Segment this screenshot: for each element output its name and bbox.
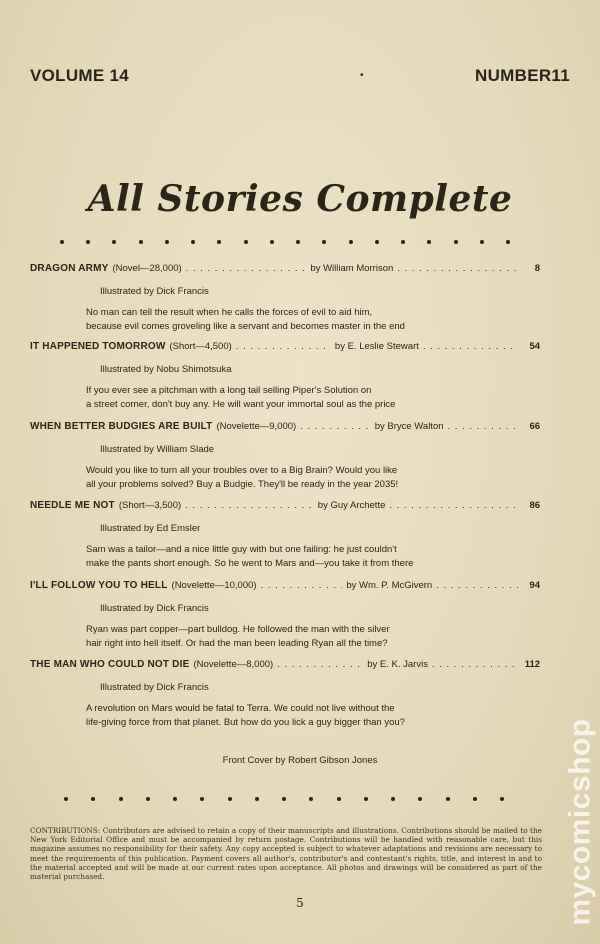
story-page: 94 [529, 580, 540, 591]
contributions-notice: CONTRIBUTIONS: Contributors are advised to retain a copy of their manuscripts and illustrations. Contributions should be mailed to the New York Editorial Office and must be accompanied by return postage. Contributions will be handled with reasonable care, but this magazine assumes no responsibility for their safety. Any copy accepted is subject to whatever adaptations and revisions are necessary to meet the requirements of this publication. Payment covers all author's, contributor's and contestant's rights, title, and interest in and to the material accepted and will be made at our current rates upon acceptance. All photos and drawings will be considered as part of the material purchased. [30, 826, 542, 882]
story-author: by E. Leslie Stewart [334, 341, 419, 352]
page-number: 5 [296, 896, 304, 910]
dot-leader [261, 580, 343, 591]
volume-label: VOLUME 14 [30, 66, 130, 85]
description-line: hair right into hell itself. Or had the man been leading Ryan all the time? [86, 638, 388, 649]
dot-divider-bottom [64, 797, 504, 801]
story-type: (Novel—28,000) [112, 263, 182, 274]
story-title: WHEN BETTER BUDGIES ARE BUILT [30, 421, 213, 432]
description-line: all your problems solved? Buy a Budgie. They'll be ready in the year 2035! [86, 479, 399, 490]
dot-leader [448, 421, 519, 432]
story-title: IT HAPPENED TOMORROW [30, 341, 166, 352]
story-author: by Bryce Walton [374, 421, 444, 432]
story-entry [30, 263, 540, 334]
story-author: by E. K. Jarvis [367, 659, 428, 670]
story-description [86, 306, 540, 334]
story-entry [30, 580, 540, 651]
story-type: (Novelette—9,000) [216, 421, 297, 432]
dot-leader [423, 341, 518, 352]
watermark-text: mycomicshop [564, 718, 598, 926]
issue-number: NUMBER11 [475, 66, 570, 85]
story-author: by Guy Archette [317, 500, 386, 511]
dot-leader [186, 263, 307, 274]
story-entry [30, 341, 540, 412]
story-author: by Wm. P. McGivern [346, 580, 433, 591]
story-entry [30, 500, 540, 571]
dot-leader [277, 659, 363, 670]
story-page: 66 [529, 421, 541, 432]
dot-leader [389, 500, 518, 511]
story-title: I'LL FOLLOW YOU TO HELL [30, 580, 168, 591]
dot-leader [185, 500, 314, 511]
story-description [86, 623, 540, 651]
story-description [86, 464, 540, 492]
story-description [86, 384, 540, 412]
story-author: by William Morrison [310, 263, 394, 274]
story-illustrator: Illustrated by Nobu Shimotsuka [100, 364, 232, 375]
description-line: A revolution on Mars would be fatal to Terra. We could not live without the [86, 703, 395, 714]
story-illustrator: Illustrated by Ed Emsler [100, 523, 201, 534]
header-dot: • [360, 70, 364, 81]
dot-leader [397, 263, 518, 274]
description-line: Sam was a tailor—and a nice little guy with but one failing: he just couldn't [86, 544, 397, 555]
story-illustrator: Illustrated by William Slade [100, 444, 215, 455]
story-illustrator: Illustrated by Dick Francis [100, 682, 209, 693]
story-type: (Novelette—8,000) [193, 659, 274, 670]
dot-leader [432, 659, 518, 670]
story-title: NEEDLE ME NOT [30, 500, 115, 511]
story-entry [30, 659, 540, 730]
description-line: because evil comes groveling like a servant and becomes master in the end [86, 321, 405, 332]
watermark [564, 702, 598, 942]
dot-leader [436, 580, 518, 591]
story-page: 8 [534, 263, 541, 274]
description-line: If you ever see a pitchman with a long tail selling Piper's Solution on [86, 385, 372, 396]
cover-credit: Front Cover by Robert Gibson Jones [222, 755, 378, 766]
page-title: All Stories Complete [87, 178, 513, 220]
description-line: No man can tell the result when he calls the forces of evil to aid him, [86, 307, 373, 318]
story-type: (Short—3,500) [118, 500, 182, 511]
story-entry [30, 421, 540, 492]
story-title: THE MAN WHO COULD NOT DIE [30, 659, 190, 670]
description-line: a street corner, don't buy any. He will want your immortal soul as the price [86, 399, 396, 410]
dot-leader [300, 421, 371, 432]
description-line: Ryan was part copper—part bulldog. He followed the man with the silver [86, 624, 390, 635]
story-title: DRAGON ARMY [30, 263, 109, 274]
description-line: make the pants short enough. So he went to Mars and—you take it from there [86, 558, 414, 569]
story-type: (Short—4,500) [169, 341, 232, 352]
story-page: 86 [529, 500, 541, 511]
story-page: 54 [529, 341, 541, 352]
description-line: life-giving force from that planet. But how do you lick a guy bigger than you? [86, 717, 405, 728]
description-line: Would you like to turn all your troubles over to a Big Brain? Would you like [86, 465, 398, 476]
dot-leader [236, 341, 331, 352]
dot-divider-top [60, 240, 510, 244]
story-illustrator: Illustrated by Dick Francis [100, 286, 209, 297]
story-page: 112 [524, 659, 541, 670]
story-description [86, 543, 540, 571]
story-description [86, 702, 540, 730]
story-type: (Novelette—10,000) [171, 580, 257, 591]
story-illustrator: Illustrated by Dick Francis [100, 603, 209, 614]
